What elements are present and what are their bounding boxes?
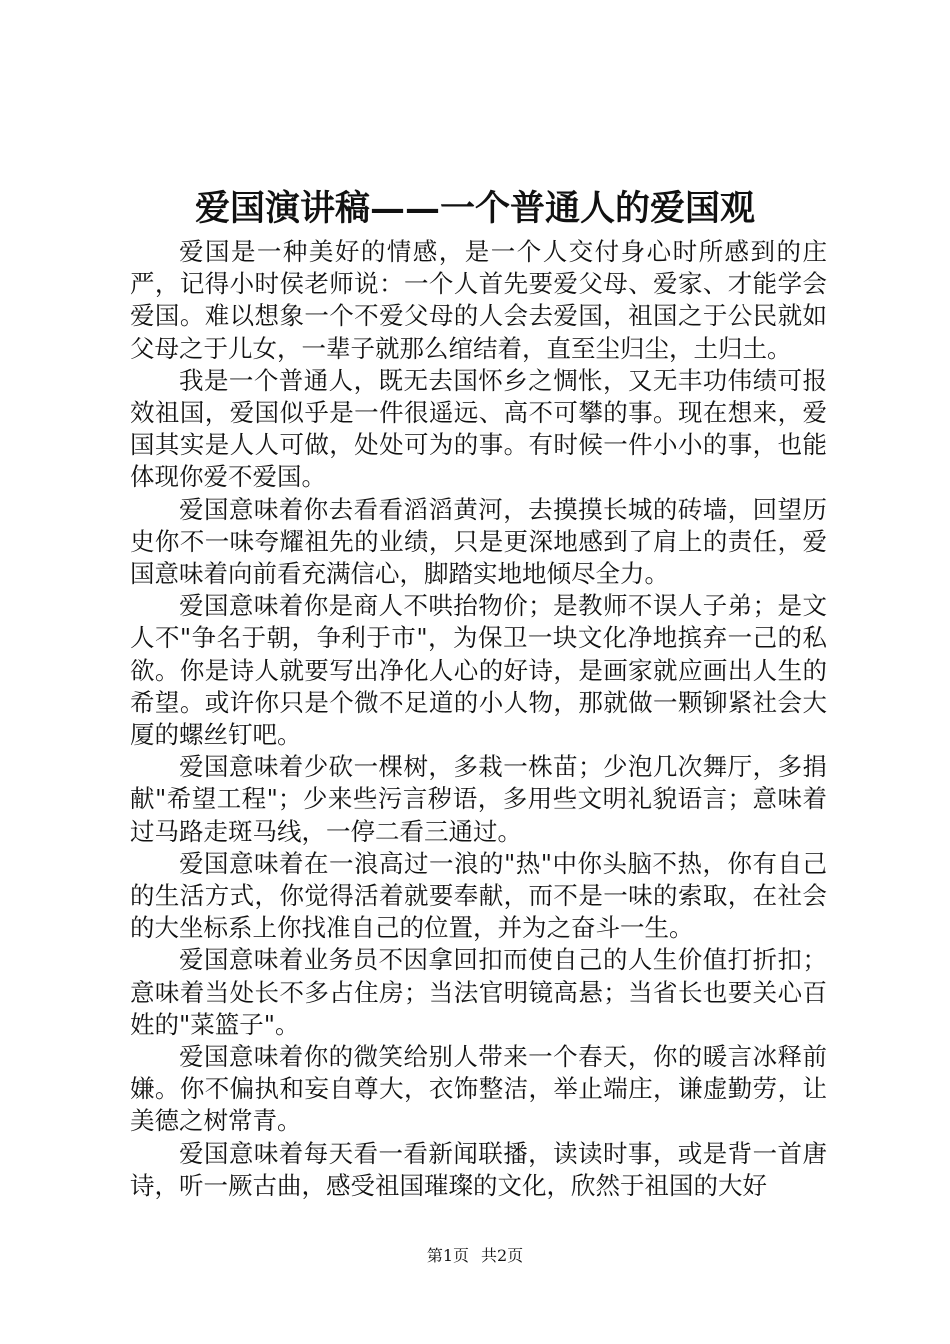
paragraph: 爱国意味着在一浪高过一浪的"热"中你头脑不热，你有自己的生活方式，你觉得活着就要奉献，而不是一味的索取，在社会的大坐标系上你找准自己的位置，并为之奋斗一生。 xyxy=(130,848,827,943)
paragraph: 爱国意味着少砍一棵树，多栽一株苗；少泡几次舞厅，多捐献"希望工程"；少来些污言秽语，多用些文明礼貌语言；意味着过马路走斑马线，一停二看三通过。 xyxy=(130,752,827,846)
document-body xyxy=(130,236,827,1202)
page-number-total: 共2页 xyxy=(481,1246,524,1265)
paragraph: 爱国是一种美好的情感，是一个人交付身心时所感到的庄严，记得小时侯老师说：一个人首先要爱父母、爱家、才能学会爱国。难以想象一个不爱父母的人会去爱国，祖国之于公民就如父母之于儿女，一辈子就那么绾结着，直至尘归尘，土归土。 xyxy=(130,237,827,363)
page-number-current: 第1页 xyxy=(426,1246,469,1265)
page-footer xyxy=(0,1245,950,1267)
document-title: 爱国演讲稿——一个普通人的爱国观 xyxy=(194,188,755,229)
paragraph: 爱国意味着业务员不因拿回扣而使自己的人生价值打折扣；意味着当处长不多占住房；当法官明镜高悬；当省长也要关心百姓的"菜篮子"。 xyxy=(130,945,827,1039)
paragraph: 爱国意味着你去看看滔滔黄河，去摸摸长城的砖墙，回望历史你不一味夸耀祖先的业绩，只是更深地感到了肩上的责任，爱国意味着向前看充满信心，脚踏实地地倾尽全力。 xyxy=(130,494,827,589)
paragraph: 爱国意味着你的微笑给别人带来一个春天，你的暖言冰释前嫌。你不偏执和妄自尊大，衣饰整洁，举止端庄，谦虚勤劳，让美德之树常青。 xyxy=(130,1042,827,1136)
paragraph: 爱国意味着你是商人不哄抬物价；是教师不误人子弟；是文人不"争名于朝，争利于市"，为保卫一块文化净地摈弃一己的私欲。你是诗人就要写出净化人心的好诗，是画家就应画出人生的希望。或许你只是个微不足道的小人物，那就做一颗铆紧社会大厦的螺丝钉吧。 xyxy=(130,591,827,750)
paragraph: 我是一个普通人，既无去国怀乡之惆怅，又无丰功伟绩可报效祖国，爱国似乎是一件很遥远、高不可攀的事。现在想来，爱国其实是人人可做，处处可为的事。有时候一件小小的事，也能体现你爱不爱国。 xyxy=(130,365,827,492)
paragraph: 爱国意味着每天看一看新闻联播，读读时事，或是背一首唐诗，听一厥古曲，感受祖国璀璨的文化，欣然于祖国的大好 xyxy=(130,1138,827,1200)
